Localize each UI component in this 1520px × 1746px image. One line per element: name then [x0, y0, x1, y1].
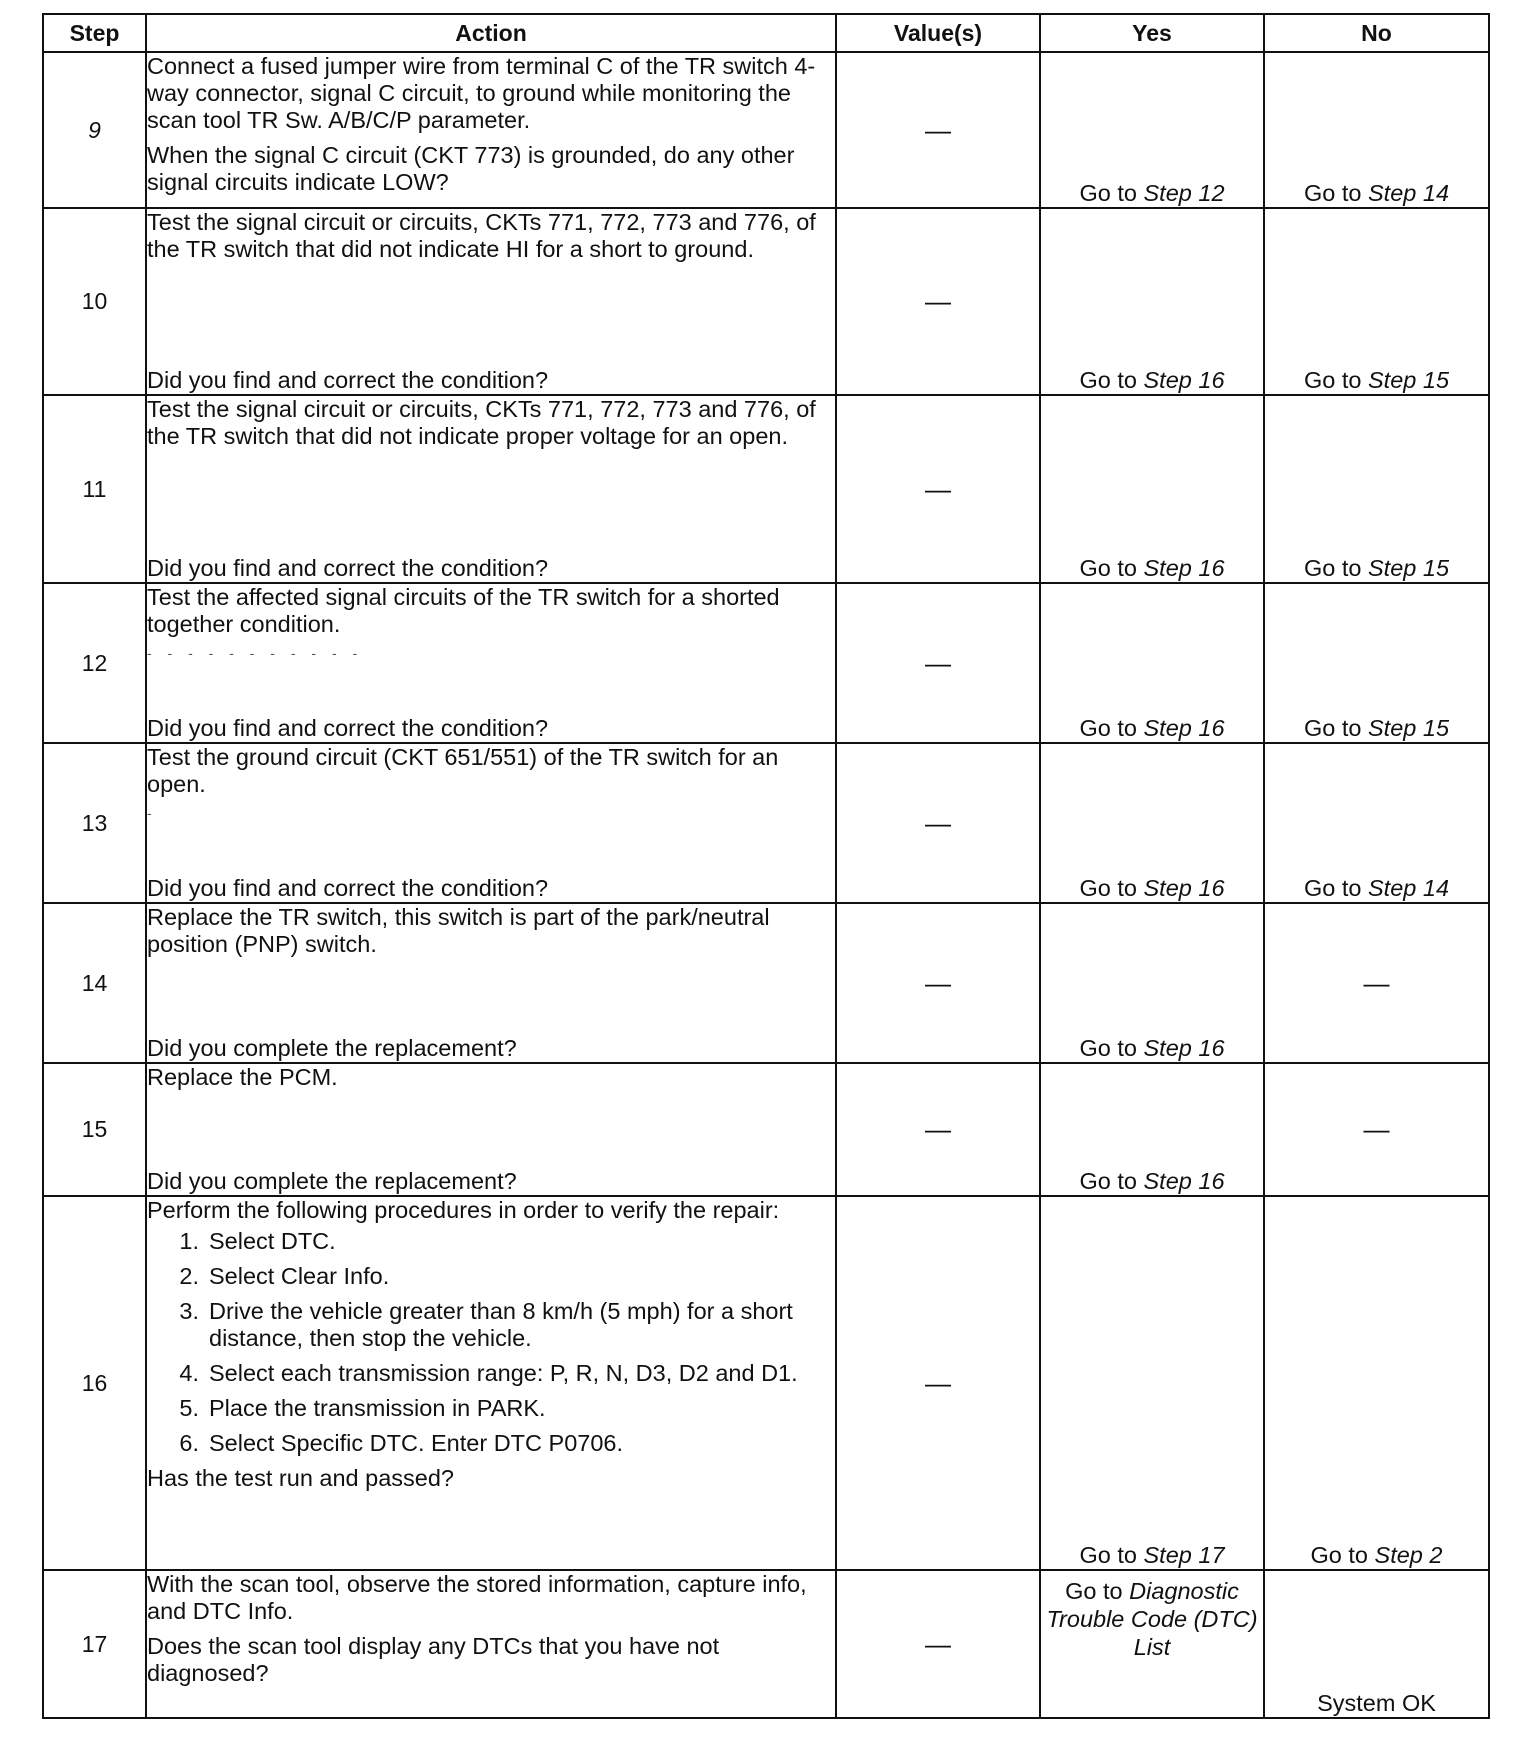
yes-prefix: Go to	[1065, 1578, 1130, 1604]
value-cell: —	[836, 1196, 1040, 1570]
yes-step-ref: Step 16	[1143, 555, 1225, 581]
yes-cell	[1040, 903, 1264, 1063]
step-number: 11	[43, 395, 146, 583]
list-item	[147, 1228, 835, 1255]
no-cell	[1264, 208, 1489, 395]
step-number: 13	[43, 743, 146, 903]
value-cell: —	[836, 743, 1040, 903]
yes-step-ref: Step 16	[1143, 1035, 1225, 1061]
yes-prefix: Go to	[1079, 1035, 1144, 1061]
no-cell	[1264, 1196, 1489, 1570]
no-step-ref: Step 14	[1368, 180, 1450, 206]
item-number: 5.	[179, 1395, 199, 1421]
value-cell: —	[836, 1063, 1040, 1196]
item-number: 2.	[179, 1263, 199, 1289]
yes-step-ref: Step 16	[1143, 875, 1225, 901]
scan-artifact: - - - - - - - - - - -	[147, 645, 364, 661]
no-cell	[1264, 743, 1489, 903]
list-item	[147, 1430, 835, 1457]
list-item	[147, 1360, 835, 1387]
no-prefix: Go to	[1303, 180, 1368, 206]
yes-prefix: Go to	[1079, 1542, 1144, 1568]
item-number: 3.	[179, 1298, 199, 1324]
value-cell: —	[836, 208, 1040, 395]
step-number: 14	[43, 903, 146, 1063]
header-values: Value(s)	[836, 14, 1040, 52]
yes-cell	[1040, 743, 1264, 903]
item-text: Drive the vehicle greater than 8 km/h (5 mph) for a short distance, then stop the vehicle.	[209, 1298, 793, 1351]
yes-step-ref: Step 17	[1143, 1542, 1225, 1568]
action-text: Test the signal circuit or circuits, CKTs 771, 772, 773 and 776, of the TR switch that did not indicate HI for a short to ground.	[147, 209, 816, 262]
action-cell	[146, 903, 836, 1063]
yes-step-ref: Step 16	[1143, 1168, 1225, 1194]
step-number: 12	[43, 583, 146, 743]
header-step: Step	[43, 14, 146, 52]
table-row	[43, 583, 1489, 743]
step-number: 10	[43, 208, 146, 395]
action-cell	[146, 583, 836, 743]
action-text: Replace the TR switch, this switch is part of the park/neutral position (PNP) switch.	[147, 904, 770, 957]
item-number: 4.	[179, 1360, 199, 1386]
item-number: 6.	[179, 1430, 199, 1456]
action-question: Did you find and correct the condition?	[147, 875, 549, 901]
list-item	[147, 1395, 835, 1422]
no-prefix: Go to	[1310, 1542, 1375, 1568]
no-cell: —	[1264, 1063, 1489, 1196]
yes-step-ref: Step 16	[1143, 367, 1225, 393]
scan-artifact: -	[147, 805, 158, 821]
action-question: Did you find and correct the condition?	[147, 367, 549, 393]
value-cell: —	[836, 903, 1040, 1063]
list-item	[147, 1263, 835, 1290]
action-question: When the signal C circuit (CKT 773) is grounded, do any other signal circuits indicate LOW?	[147, 142, 795, 195]
action-text: Replace the PCM.	[147, 1064, 338, 1090]
no-prefix: Go to	[1303, 875, 1368, 901]
yes-cell	[1040, 52, 1264, 208]
step-number: 17	[43, 1570, 146, 1718]
yes-cell	[1040, 1196, 1264, 1570]
action-text: Test the affected signal circuits of the TR switch for a shorted together condition.	[147, 584, 780, 637]
value-cell: —	[836, 1570, 1040, 1718]
yes-prefix: Go to	[1079, 1168, 1144, 1194]
no-prefix: Go to	[1303, 715, 1368, 741]
yes-prefix: Go to	[1079, 875, 1144, 901]
list-item	[147, 1298, 835, 1352]
no-cell	[1264, 583, 1489, 743]
table-row	[43, 1196, 1489, 1570]
yes-prefix: Go to	[1079, 715, 1144, 741]
header-action: Action	[146, 14, 836, 52]
yes-cell	[1040, 1063, 1264, 1196]
action-cell	[146, 208, 836, 395]
no-step-ref: Step 15	[1368, 715, 1450, 741]
yes-cell	[1040, 1570, 1264, 1718]
header-row	[43, 14, 1489, 52]
no-step-ref: Step 15	[1368, 367, 1450, 393]
diagnostic-table	[42, 13, 1490, 1719]
action-cell	[146, 1063, 836, 1196]
no-prefix: Go to	[1303, 555, 1368, 581]
table-row	[43, 52, 1489, 208]
item-text: Select DTC.	[209, 1228, 336, 1254]
no-cell	[1264, 52, 1489, 208]
item-text: Place the transmission in PARK.	[209, 1395, 546, 1421]
table-row	[43, 1063, 1489, 1196]
yes-dtc-list-ref: Diagnostic Trouble Code (DTC) List	[1046, 1578, 1258, 1660]
action-cell	[146, 1570, 836, 1718]
yes-cell	[1040, 395, 1264, 583]
no-prefix: Go to	[1303, 367, 1368, 393]
action-text: With the scan tool, observe the stored information, capture info, and DTC Info.	[147, 1571, 807, 1624]
no-step-ref: Step 2	[1374, 1542, 1443, 1568]
no-step-ref: Step 15	[1368, 555, 1450, 581]
action-question: Did you complete the replacement?	[147, 1035, 517, 1061]
no-cell	[1264, 395, 1489, 583]
yes-cell	[1040, 583, 1264, 743]
action-text: Test the signal circuit or circuits, CKTs 771, 772, 773 and 776, of the TR switch that did not indicate proper voltage for an open.	[147, 396, 816, 449]
no-cell: System OK	[1264, 1570, 1489, 1718]
value-cell: —	[836, 52, 1040, 208]
header-yes: Yes	[1040, 14, 1264, 52]
action-question: Did you find and correct the condition?	[147, 555, 549, 581]
action-question: Did you complete the replacement?	[147, 1168, 517, 1194]
item-number: 1.	[179, 1228, 199, 1254]
procedure-list	[147, 1228, 835, 1457]
step-number: 9	[43, 52, 146, 208]
table-row	[43, 903, 1489, 1063]
action-text: Connect a fused jumper wire from terminal C of the TR switch 4-way connector, signal C circuit, to ground while monitoring the scan tool TR Sw. A/B/C/P parameter.	[147, 53, 816, 133]
action-text: Perform the following procedures in order to verify the repair:	[147, 1197, 780, 1223]
yes-step-ref: Step 12	[1143, 180, 1225, 206]
action-cell	[146, 52, 836, 208]
action-cell	[146, 395, 836, 583]
table-row	[43, 395, 1489, 583]
item-text: Select each transmission range: P, R, N, D3, D2 and D1.	[209, 1360, 798, 1386]
header-no: No	[1264, 14, 1489, 52]
table-row	[43, 1570, 1489, 1718]
action-question: Does the scan tool display any DTCs that you have not diagnosed?	[147, 1633, 720, 1686]
table-row	[43, 208, 1489, 395]
action-question: Did you find and correct the condition?	[147, 715, 549, 741]
yes-cell	[1040, 208, 1264, 395]
item-text: Select Specific DTC. Enter DTC P0706.	[209, 1430, 624, 1456]
no-step-ref: Step 14	[1368, 875, 1450, 901]
step-number: 16	[43, 1196, 146, 1570]
table-row	[43, 743, 1489, 903]
action-question: Has the test run and passed?	[147, 1465, 455, 1491]
value-cell: —	[836, 395, 1040, 583]
action-cell	[146, 1196, 836, 1570]
action-cell	[146, 743, 836, 903]
item-text: Select Clear Info.	[209, 1263, 390, 1289]
yes-prefix: Go to	[1079, 367, 1144, 393]
no-cell: —	[1264, 903, 1489, 1063]
yes-prefix: Go to	[1079, 180, 1144, 206]
value-cell: —	[836, 583, 1040, 743]
yes-step-ref: Step 16	[1143, 715, 1225, 741]
yes-prefix: Go to	[1079, 555, 1144, 581]
action-text: Test the ground circuit (CKT 651/551) of the TR switch for an open.	[147, 744, 779, 797]
step-number: 15	[43, 1063, 146, 1196]
